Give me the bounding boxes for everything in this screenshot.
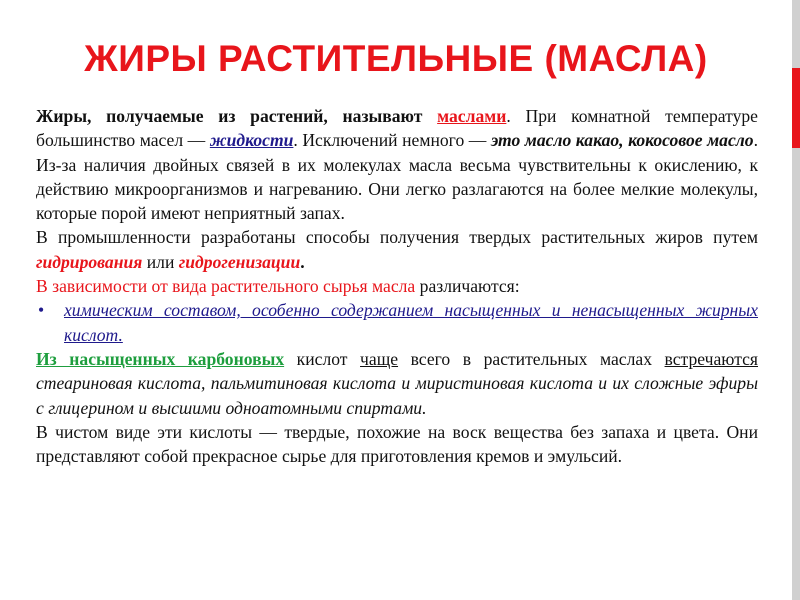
slide-body [36, 104, 758, 468]
paragraph-oils-definition [36, 104, 758, 225]
p4-text-2: всего в растительных маслах [410, 348, 652, 369]
bullet-text: химическим составом, особенно содержанием насыщенных и ненасыщенных жирных кислот. [64, 300, 758, 345]
p1-intro: Жиры, получаемые из растений, называют [36, 106, 423, 126]
term-liquids: жидкости [209, 130, 294, 151]
slide-title: ЖИРЫ РАСТИТЕЛЬНЫЕ (МАСЛА) [84, 38, 708, 79]
paragraph-pure-acids: В чистом виде эти кислоты — твердые, похожие на воск вещества без запаха и цвета. Они представляют собой прекрасное сырье для приготовления кремов и эмульсий. [36, 421, 758, 467]
p1-text-2: . Исключений немного — [293, 130, 487, 151]
term-oils: маслами [437, 106, 507, 126]
p2-text: В промышленности разработаны способы получения твердых растительных жиров путем [36, 227, 758, 248]
paragraph-saturated-acids [36, 347, 758, 420]
p4-often: чаще [360, 348, 399, 369]
p1-text-3: . Из-за наличия двойных связей в их молекулах масла весьма чувствительны к окислению, к действию микроорганизмов и нагреванию. Они легко разлагаются на более мелкие молекулы, которые порой имеют неприятный запах. [36, 130, 759, 224]
p4-text: кислот [296, 348, 348, 369]
p2-period: . [300, 251, 305, 272]
p2-or: или [146, 251, 175, 272]
p3-text: различаются: [419, 276, 520, 297]
paragraph-industry [36, 225, 758, 274]
list-item [36, 298, 758, 347]
term-hydrogenation: гидрирования [36, 251, 143, 272]
right-accent-block [792, 68, 800, 148]
exceptions-list: это масло какао, кокосовое масло [490, 130, 754, 151]
term-saturated-carboxylic: Из насыщенных карбоновых [36, 348, 285, 369]
term-hydrogenization: гидрогенизации [178, 251, 301, 272]
bullet-icon: • [38, 300, 45, 321]
p3-red-text: В зависимости от вида растительного сырья масла [36, 276, 416, 297]
p4-occur: встречаются [664, 348, 759, 369]
paragraph-classification [36, 274, 758, 298]
acid-list: стеариновая кислота, пальмитиновая кислота и миристиновая кислота и их сложные эфиры с глицерином и высшими одноатомными спиртами. [36, 373, 758, 418]
p1-text: . При комнатной температуре большинство масел — [36, 106, 758, 151]
